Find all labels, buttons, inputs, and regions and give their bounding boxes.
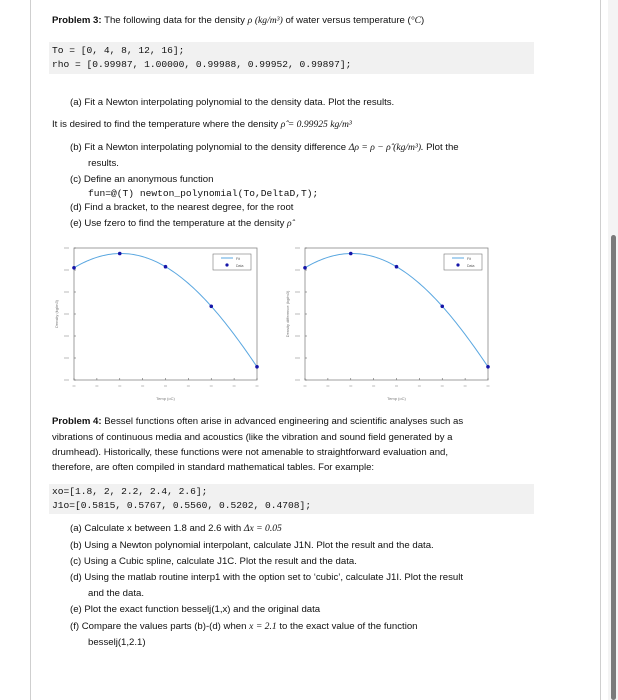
p4-a-math: Δx = 0.05 xyxy=(243,523,282,534)
legend-box xyxy=(213,254,251,270)
legend-fit-label: Fit xyxy=(467,257,471,261)
data-point xyxy=(440,305,444,309)
density-chart xyxy=(52,240,267,405)
p4-f-math: x = 2.1 xyxy=(249,621,277,632)
problem4-heading: Problem 4: xyxy=(52,416,102,427)
code-rho-line: rho = [0.99987, 1.00000, 0.99988, 0.99952, 0.99897]; xyxy=(52,59,352,70)
problem3-intro-mid: of water versus temperature ( xyxy=(285,15,411,26)
part-b-text: (b) Fit a Newton interpolating polynomial to the density difference xyxy=(70,142,347,153)
data-point xyxy=(303,266,307,270)
problem4-part-f xyxy=(70,621,418,632)
p4-a-text: (a) Calculate x between 1.8 and 2.6 with xyxy=(70,523,242,534)
p4-f-text: (f) Compare the values parts (b)-(d) when xyxy=(70,621,247,632)
problem3-heading: Problem 3: xyxy=(52,15,102,26)
problem4-part-b: (b) Using a Newton polynomial interpolant, calculate J1N. Plot the result and the data. xyxy=(70,540,434,551)
problem4-part-c: (c) Using a Cubic spline, calculate J1C. Plot the result and the data. xyxy=(70,556,357,567)
problem4-part-e: (e) Plot the exact function besselj(1,x) and the original data xyxy=(70,604,321,615)
y-axis-label: Density (kg/m3) xyxy=(54,299,59,329)
part-e-math: ρ̂ xyxy=(287,218,292,229)
part-b-math: Δρ = ρ − ρ̂ (kg/m³). xyxy=(348,142,424,153)
x-axis-label: Temp (oC) xyxy=(156,396,175,401)
problem4-part-a xyxy=(70,523,282,534)
legend-data-swatch xyxy=(456,263,459,266)
part-c-code: fun=@(T) newton_polynomial(To,DeltaD,T); xyxy=(88,188,319,199)
problem4-p4: therefore, are often compiled in standard mathematical tables. For example: xyxy=(52,462,375,473)
data-point xyxy=(349,252,353,256)
scrollbar-thumb[interactable] xyxy=(611,235,616,700)
desired-text: It is desired to find the temperature where the density xyxy=(52,119,279,130)
desired-math: ρ̂ = 0.99925 kg/m³ xyxy=(280,119,352,130)
data-point xyxy=(209,305,213,309)
problem3-part-c: (c) Define an anonymous function xyxy=(70,174,214,185)
legend-data-label: Data xyxy=(236,264,244,268)
problem4-p3: drumhead). Historically, these functions were not amenable to straightforward evaluation and, xyxy=(52,447,449,458)
problem4-p1 xyxy=(52,416,463,427)
legend xyxy=(444,254,482,270)
problem4-part-f-line2: besselj(1,2.1) xyxy=(88,637,146,648)
legend-data-swatch xyxy=(225,263,228,266)
temp-unit: °C xyxy=(410,15,421,26)
code-j1o-line: J1o=[0.5815, 0.5767, 0.5560, 0.5202, 0.4708]; xyxy=(52,500,312,511)
problem3-part-b xyxy=(70,142,459,153)
density-difference-chart xyxy=(283,240,498,405)
data-point xyxy=(118,252,122,256)
x-axis-label: Temp (oC) xyxy=(387,396,406,401)
problem3-intro-post: ) xyxy=(421,15,425,26)
rho-unit: (kg/m³) xyxy=(254,15,283,26)
part-b-line2: results. xyxy=(88,158,119,169)
part-b-post: Plot the xyxy=(426,142,459,153)
problem3-part-d: (d) Find a bracket, to the nearest degree, for the root xyxy=(70,202,294,213)
legend-box xyxy=(444,254,482,270)
y-axis-label: Density difference (kg/m3) xyxy=(285,290,290,338)
data-point xyxy=(395,265,399,269)
legend xyxy=(213,254,251,270)
data-point xyxy=(72,266,76,270)
code-to-line: To = [0, 4, 8, 12, 16]; xyxy=(52,45,185,56)
rho-symbol: ρ xyxy=(247,15,253,26)
problem4-part-d-line2: and the data. xyxy=(88,588,145,599)
page-right-border xyxy=(600,0,601,700)
page-left-border xyxy=(30,0,31,700)
data-point xyxy=(164,265,168,269)
code-xo-line: xo=[1.8, 2, 2.2, 2.4, 2.6]; xyxy=(52,486,208,497)
problem3-intro xyxy=(52,15,424,26)
problem3-part-a: (a) Fit a Newton interpolating polynomial to the density data. Plot the results. xyxy=(70,97,395,108)
p4-f-post: to the exact value of the function xyxy=(279,621,418,632)
desired-sentence xyxy=(52,119,352,130)
problem4-part-d: (d) Using the matlab routine interp1 with the option set to ‘cubic’, calculate J1I. Plot the result xyxy=(70,572,464,583)
data-point xyxy=(486,365,490,369)
problem3-part-e xyxy=(70,218,292,229)
legend-fit-label: Fit xyxy=(236,257,240,261)
part-e-text: (e) Use fzero to find the temperature at the density xyxy=(70,218,285,229)
data-point xyxy=(255,365,259,369)
legend-data-label: Data xyxy=(467,264,475,268)
problem3-intro-pre: The following data for the density xyxy=(104,15,245,26)
problem4-p2: vibrations of continuous media and acoustics (like the vibration and sound field generated by a xyxy=(52,432,453,443)
problem4-p1-text: Bessel functions often arise in advanced engineering and scientific analyses such as xyxy=(104,416,464,427)
